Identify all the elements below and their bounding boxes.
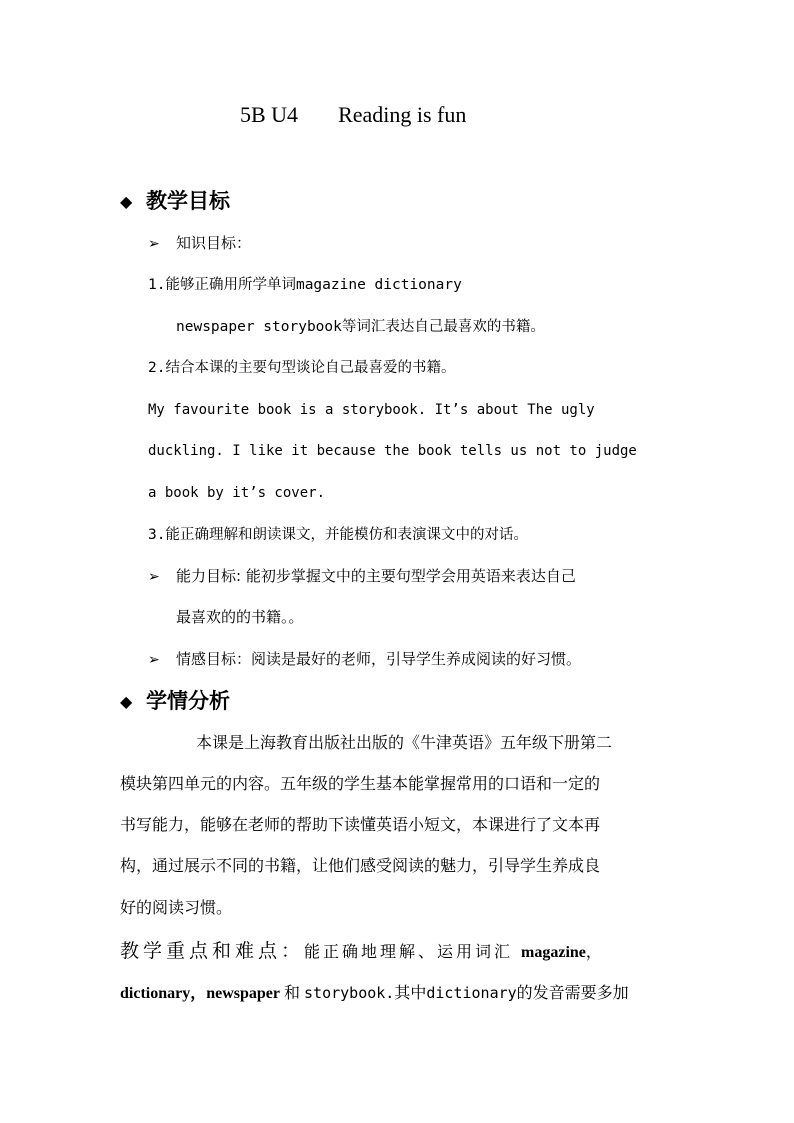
- analysis-line: 构，通过展示不同的书籍，让他们感受阅读的魅力，引导学生养成良: [120, 856, 601, 875]
- goal-line: newspaper storybook等词汇表达自己最喜欢的书籍。: [176, 319, 545, 335]
- goal-line: 2.结合本课的主要句型谈论自己最喜爱的书籍。: [148, 360, 456, 376]
- goal-line-english: My favourite book is a storybook. It’s about The ugly: [148, 402, 595, 418]
- emotion-goal-text: 情感目标：阅读是最好的老师，引导学生养成阅读的好习惯。: [176, 650, 582, 668]
- ability-goal-continued: 最喜欢的的书籍。。: [176, 608, 304, 626]
- arrow-bullet-icon: ➢: [148, 236, 160, 252]
- ability-goal-text: 能力目标: 能初步掌握文中的主要句型学会用英语来表达自己: [176, 567, 576, 585]
- text-fragment: 其中: [394, 983, 427, 1002]
- arrow-bullet-icon: ➢: [148, 652, 160, 668]
- analysis-line: 本课是上海教育出版社出版的《牛津英语》五年级下册第二: [196, 733, 613, 752]
- arrow-bullet-icon: ➢: [148, 569, 160, 585]
- goal-line: 1.能够正确用所学单词magazine dictionary: [148, 277, 462, 293]
- section-heading-teaching-goals: [120, 188, 230, 215]
- goal-line-english: duckling. I like it because the book tells us not to judge: [148, 443, 637, 459]
- knowledge-goal-label: 知识目标：: [176, 234, 252, 252]
- section-heading-learner-analysis: [120, 688, 230, 715]
- key-word-dictionary: dictionary: [426, 984, 517, 1002]
- section-heading-text: 学情分析: [146, 689, 230, 713]
- key-points-row: [120, 938, 602, 966]
- conjunction: 和: [284, 983, 301, 1002]
- unit-code: 5B U4: [240, 102, 299, 127]
- analysis-line: 书写能力，能够在老师的帮助下读懂英语小短文，本课进行了文本再: [120, 815, 601, 834]
- section-heading-text: 教学目标: [146, 189, 230, 213]
- text-fragment: 的发音需要多加: [516, 983, 629, 1002]
- goal-line: 3.能正确理解和朗读课文，并能模仿和表演课文中的对话。: [148, 527, 528, 543]
- analysis-line: 模块第四单元的内容。五年级的学生基本能掌握常用的口语和一定的: [120, 774, 601, 793]
- diamond-bullet-icon: ◆: [120, 692, 133, 711]
- key-word-magazine: magazine: [521, 944, 586, 961]
- diamond-bullet-icon: ◆: [120, 192, 133, 211]
- analysis-line: 好的阅读习惯。: [120, 898, 233, 917]
- key-points-heading: 教学重点和难点：: [120, 940, 305, 962]
- page-title: [240, 102, 466, 128]
- goal-line-english: a book by it’s cover.: [148, 485, 326, 501]
- key-words-bold: dictionary，newspaper: [120, 985, 281, 1002]
- knowledge-goal-row: [148, 233, 251, 254]
- key-word-storybook: storybook.: [304, 984, 395, 1002]
- unit-name: Reading is fun: [338, 102, 467, 127]
- key-points-continued: [120, 982, 629, 1005]
- punctuation: ，: [585, 942, 602, 961]
- ability-goal-row: [148, 566, 576, 587]
- emotion-goal-row: [148, 649, 581, 670]
- key-points-text: 能正确地理解、运用词汇: [304, 942, 514, 961]
